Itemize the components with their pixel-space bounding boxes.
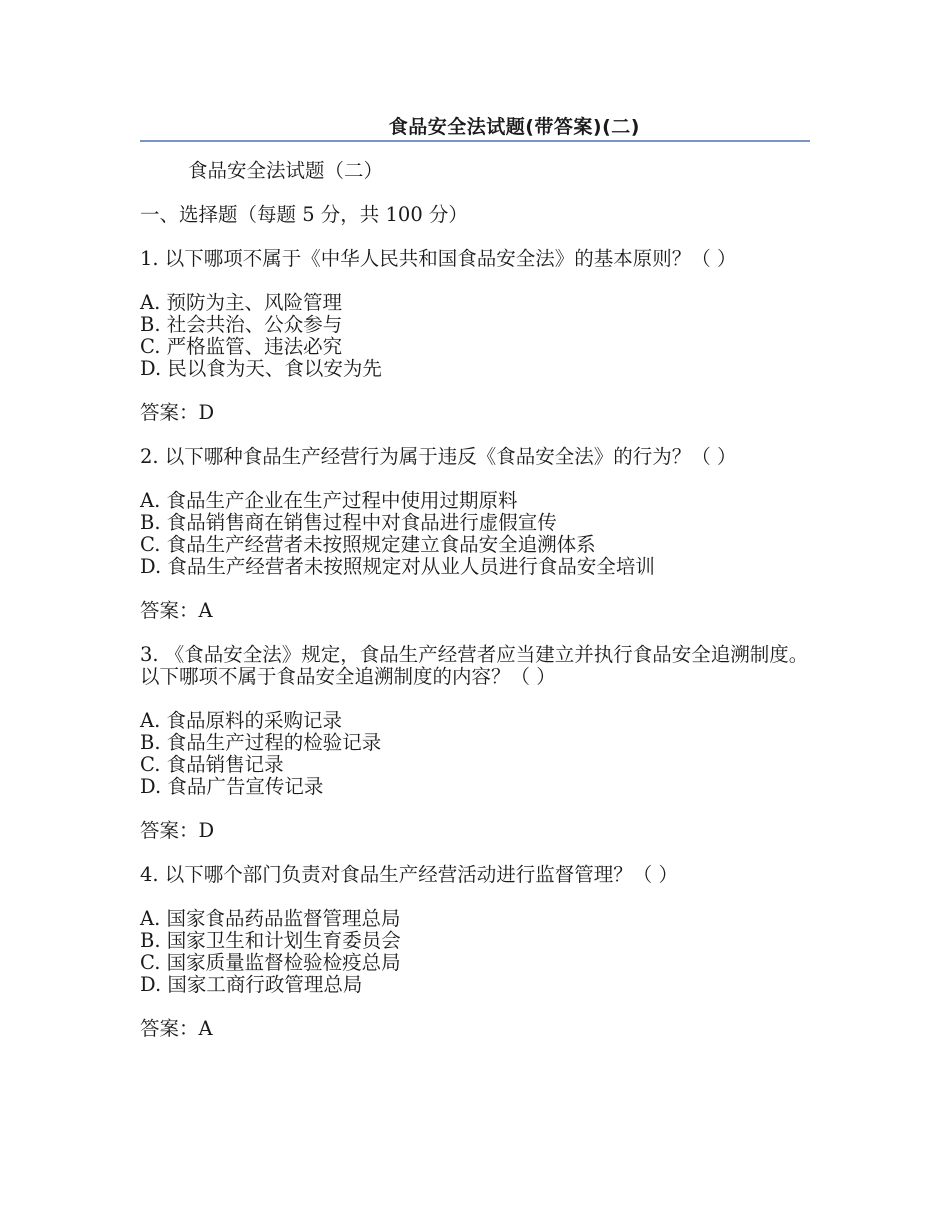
option-c: C. 食品销售记录 [140, 753, 284, 776]
option-list [140, 490, 812, 578]
section-title: 一、选择题（每题 5 分，共 100 分） [140, 203, 468, 226]
question-text: 1. 以下哪项不属于《中华人民共和国食品安全法》的基本原则？（ ） [140, 247, 737, 270]
question-text: 3. 《食品安全法》规定，食品生产经营者应当建立并执行食品安全追溯制度。以下哪项不属于食品安全追溯制度的内容？（ ） [140, 643, 809, 688]
answer: 答案：D [140, 819, 215, 842]
option-b: B. 食品销售商在销售过程中对食品进行虚假宣传 [140, 511, 557, 534]
document-subtitle: 食品安全法试题（二） [188, 159, 384, 182]
question-3 [140, 644, 812, 842]
question-4 [140, 864, 812, 1040]
option-d: D. 民以食为天、食以安为先 [140, 357, 382, 380]
option-a: A. 预防为主、风险管理 [140, 291, 342, 314]
option-d: D. 食品生产经营者未按照规定对从业人员进行食品安全培训 [140, 555, 655, 578]
option-list [140, 908, 812, 996]
option-b: B. 食品生产过程的检验记录 [140, 731, 382, 754]
answer: 答案：A [140, 599, 213, 622]
option-d: D. 食品广告宣传记录 [140, 775, 324, 798]
option-b: B. 社会共治、公众参与 [140, 313, 343, 336]
answer: 答案：D [140, 401, 215, 424]
page-header [140, 112, 810, 142]
option-d: D. 国家工商行政管理总局 [140, 973, 363, 996]
question-text: 2. 以下哪种食品生产经营行为属于违反《食品安全法》的行为？（ ） [140, 445, 737, 468]
option-a: A. 食品原料的采购记录 [140, 709, 342, 732]
option-b: B. 国家卫生和计划生育委员会 [140, 929, 401, 952]
question-1 [140, 248, 812, 424]
option-a: A. 国家食品药品监督管理总局 [140, 907, 401, 930]
option-c: C. 食品生产经营者未按照规定建立食品安全追溯体系 [140, 533, 596, 556]
option-list [140, 292, 812, 380]
option-c: C. 国家质量监督检验检疫总局 [140, 951, 401, 974]
question-2 [140, 446, 812, 622]
page-title: 食品安全法试题(带答案)(二) [388, 116, 640, 138]
option-list [140, 710, 812, 798]
option-a: A. 食品生产企业在生产过程中使用过期原料 [140, 489, 518, 512]
option-c: C. 严格监管、违法必究 [140, 335, 343, 358]
document-body [140, 160, 812, 1062]
answer: 答案：A [140, 1017, 213, 1040]
question-text: 4. 以下哪个部门负责对食品生产经营活动进行监督管理？（ ） [140, 863, 679, 886]
